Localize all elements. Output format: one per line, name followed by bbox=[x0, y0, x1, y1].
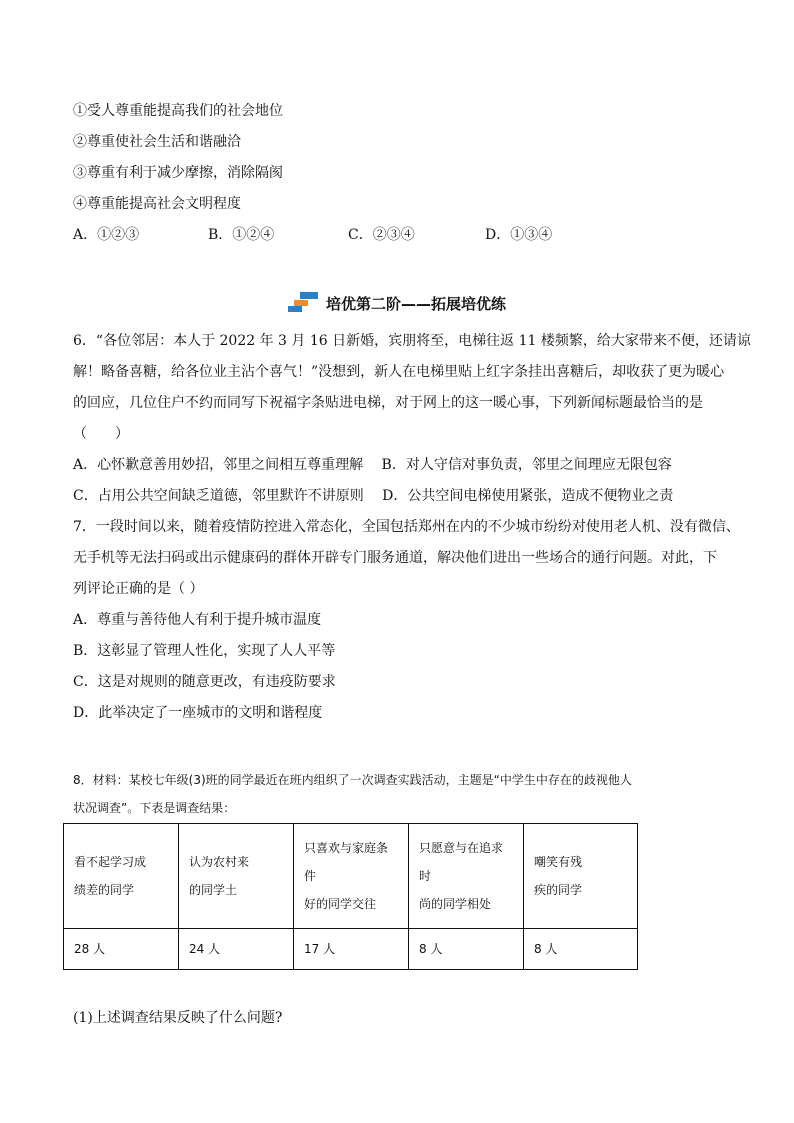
q7-line-3: 列评论正确的是（ ） bbox=[73, 581, 204, 597]
q5-statement-1: ①受人尊重能提高我们的社会地位 bbox=[73, 103, 283, 119]
header-2-line-1: 认为农村来 bbox=[189, 855, 250, 869]
header-5-line-2: 疾的同学 bbox=[534, 883, 583, 897]
q5-statement-3: ③尊重有利于减少摩擦，消除隔阂 bbox=[73, 165, 283, 181]
q6-option-ab[interactable]: A．心怀歉意善用妙招，邻里之间相互尊重理解 B．对人守信对事负责，邻里之间理应无限包容 bbox=[73, 457, 672, 473]
table-cell: 24 人 bbox=[179, 929, 294, 970]
q6-line-4: （ ） bbox=[73, 426, 129, 442]
header-3-line-3: 好的同学交往 bbox=[304, 897, 377, 911]
header-5-line-1: 嘲笑有残 bbox=[534, 855, 583, 869]
table-header-cell bbox=[524, 824, 638, 929]
header-1-line-1: 看不起学习成 bbox=[74, 855, 147, 869]
q7-line-2: 无手机等无法扫码或出示健康码的群体开辟专门服务通道，解决他们进出一些场合的通行问题。对此，下 bbox=[73, 550, 717, 566]
table-header-cell bbox=[179, 824, 294, 929]
question-6 bbox=[73, 326, 751, 512]
header-1-line-2: 绩差的同学 bbox=[74, 883, 135, 897]
header-2-line-2: 的同学土 bbox=[189, 883, 238, 897]
table-header-cell bbox=[409, 824, 524, 929]
q6-line-3: 的回应，几位住户不约而同写下祝福字条贴进电梯，对于网上的这一暖心事，下列新闻标题最恰当的是 bbox=[73, 395, 703, 411]
survey-table bbox=[63, 823, 638, 970]
question-8 bbox=[73, 766, 632, 822]
q7-option-a[interactable]: A．尊重与善待他人有利于提升城市温度 bbox=[73, 612, 322, 628]
q5-option-b[interactable]: B．①②④ bbox=[208, 227, 275, 243]
q7-option-c[interactable]: C．这是对规则的随意更改，有违疫防要求 bbox=[73, 674, 336, 690]
header-4-line-1: 只愿意与在追求 bbox=[419, 841, 504, 855]
q5-option-a[interactable]: A．①②③ bbox=[73, 227, 140, 243]
table-cell: 17 人 bbox=[294, 929, 409, 970]
header-3-line-2: 件 bbox=[304, 869, 317, 883]
q8-line-2: 状况调查”。下表是调查结果： bbox=[73, 801, 236, 815]
question-7 bbox=[73, 512, 740, 729]
header-4-line-3: 尚的同学相处 bbox=[419, 897, 492, 911]
q7-option-b[interactable]: B．这彰显了管理人性化，实现了人人平等 bbox=[73, 643, 336, 659]
q7-line-1: 7．一段时间以来，随着疫情防控进入常态化，全国包括郑州在内的不少城市纷纷对使用老人机、没有微信、 bbox=[73, 519, 740, 535]
q7-option-d[interactable]: D．此举决定了一座城市的文明和谐程度 bbox=[73, 705, 323, 721]
table-header-row bbox=[64, 824, 638, 929]
q5-statement-4: ④尊重能提高社会文明程度 bbox=[73, 196, 241, 212]
table-cell: 28 人 bbox=[64, 929, 179, 970]
q5-option-c[interactable]: C．②③④ bbox=[348, 227, 415, 243]
section-heading bbox=[0, 292, 794, 318]
q5-statement-2: ②尊重使社会生活和谐融洽 bbox=[73, 134, 241, 150]
header-4-line-2: 时 bbox=[419, 869, 432, 883]
table-cell: 8 人 bbox=[409, 929, 524, 970]
section-title: 培优第二阶——拓展培优练 bbox=[325, 294, 506, 313]
table-header-cell bbox=[294, 824, 409, 929]
q6-option-cd[interactable]: C．占用公共空间缺乏道德，邻里默许不讲原则 D．公共空间电梯使用紧张，造成不便物业之责 bbox=[73, 488, 674, 504]
table-header-cell bbox=[64, 824, 179, 929]
q6-line-1: 6．“各位邻居：本人于 2022 年 3 月 16 日新婚，宾朋将至，电梯往返 11 楼频繁，给大家带来不便，还请谅 bbox=[73, 333, 751, 349]
table-row bbox=[64, 929, 638, 970]
q8-sub-question-1: (1)上述调查结果反映了什么问题? bbox=[73, 1010, 283, 1026]
section-logo-icon bbox=[288, 292, 320, 314]
q5-option-d[interactable]: D．①③④ bbox=[485, 227, 553, 243]
q8-line-1: 8．材料：某校七年级(3)班的同学最近在班内组织了一次调查实践活动，主题是“中学生中存在的歧视他人 bbox=[73, 773, 632, 787]
table-cell: 8 人 bbox=[524, 929, 638, 970]
header-3-line-1: 只喜欢与家庭条 bbox=[304, 841, 389, 855]
q6-line-2: 解！略备喜糖，给各位业主沾个喜气！”没想到，新人在电梯里贴上红字条挂出喜糖后，却收获了更为暖心 bbox=[73, 364, 725, 380]
